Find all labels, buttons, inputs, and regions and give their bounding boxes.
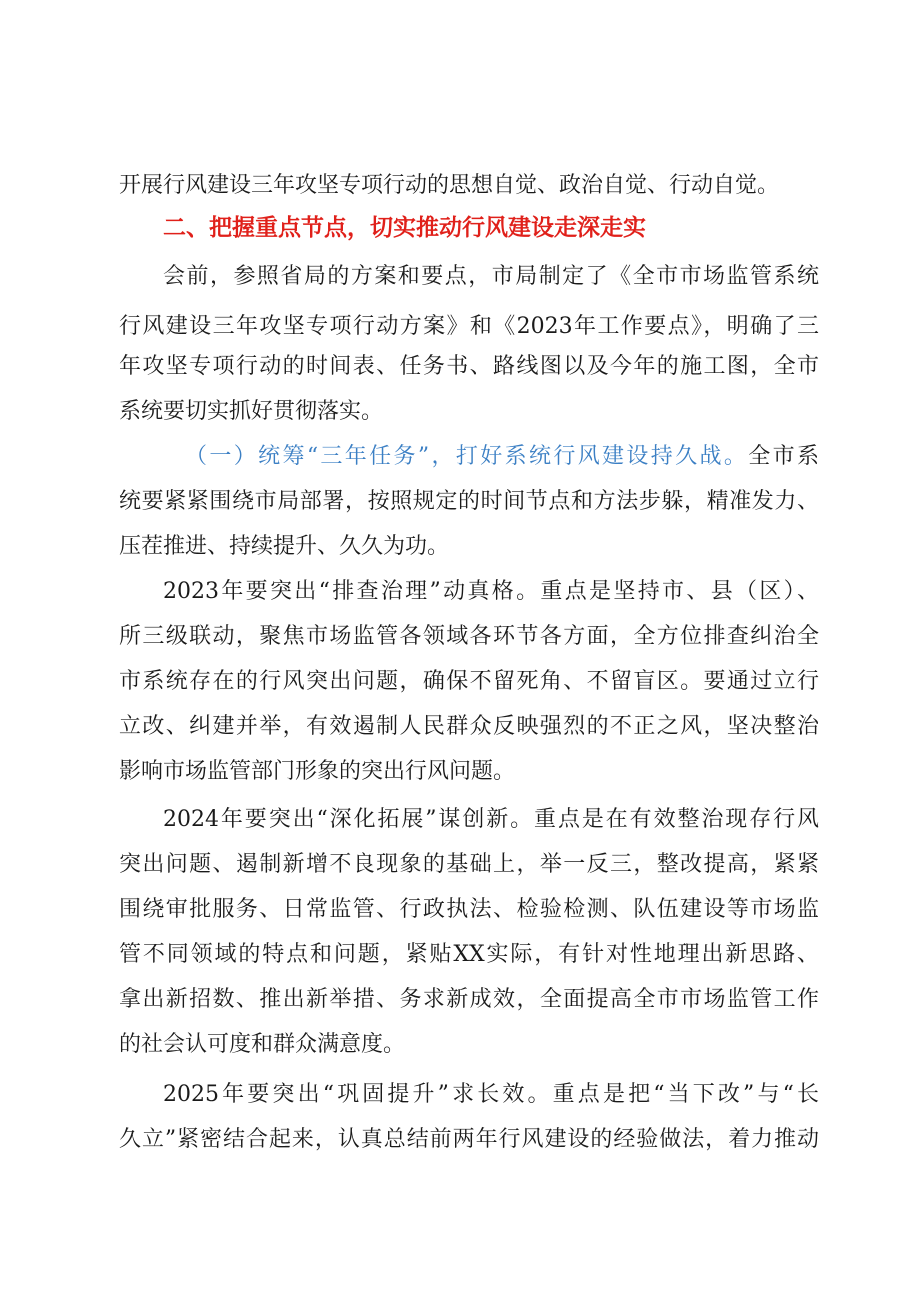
paragraph-line: 2025年要突出“巩固提升”求长效。重点是把“当下改”与“长: [163, 1082, 819, 1107]
paragraph-line: 2024年要突出“深化拓展”谋创新。重点是在有效整治现存行风: [163, 807, 819, 832]
paragraph-line: 立改、纠建并举，有效遏制人民群众反映强烈的不正之风，坚决整治: [119, 714, 819, 739]
paragraph-text: 全市系: [748, 444, 819, 469]
paragraph-line: 久立”紧密结合起来，认真总结前两年行风建设的经验做法，着力推动: [119, 1127, 819, 1152]
paragraph-line: 围绕审批服务、日常监管、行政执法、检验检测、队伍建设等市场监: [119, 897, 819, 922]
paragraph-line: 的社会认可度和群众满意度。: [119, 1032, 406, 1057]
paragraph-line: [185, 443, 819, 471]
paragraph-line: 市系统存在的行风突出问题，确保不留死角、不留盲区。要通过立行: [119, 669, 819, 694]
subsection-heading: （一）统筹“三年任务”，打好系统行风建设持久战。: [185, 444, 749, 469]
paragraph-line: 影响市场监管部门形象的突出行风问题。: [119, 759, 516, 784]
paragraph-line: 会前，参照省局的方案和要点，市局制定了《全市市场监管系统: [163, 264, 819, 289]
paragraph-line: 压茬推进、持续提升、久久为功。: [119, 534, 450, 559]
paragraph-line: 系统要切实抓好贯彻落实。: [119, 399, 384, 424]
paragraph-line: 管不同领域的特点和问题，紧贴XX实际，有针对性地理出新思路、: [119, 942, 819, 967]
paragraph-line: 拿出新招数、推出新举措、务求新成效，全面提高全市市场监管工作: [119, 987, 819, 1012]
paragraph-line: 2023年要突出“排查治理”动真格。重点是坚持市、县（区）、: [163, 579, 819, 604]
paragraph-line: 突出问题、遏制新增不良现象的基础上，举一反三，整改提高，紧紧: [119, 852, 819, 877]
paragraph-line: 行风建设三年攻坚专项行动方案》和《2023年工作要点》，明确了三: [119, 314, 819, 339]
paragraph-line: 所三级联动，聚焦市场监管各领域各环节各方面，全方位排查纠治全: [119, 624, 819, 649]
paragraph-line: 统要紧紧围绕市局部署，按照规定的时间节点和方法步躲，精准发力、: [119, 489, 819, 514]
section-heading: 二、把握重点节点，切实推动行风建设走深走实: [163, 215, 646, 241]
paragraph-line: 年攻坚专项行动的时间表、任务书、路线图以及今年的施工图，全市: [119, 354, 819, 379]
paragraph-line: 开展行风建设三年攻坚专项行动的思想自觉、政治自觉、行动自觉。: [119, 173, 780, 198]
